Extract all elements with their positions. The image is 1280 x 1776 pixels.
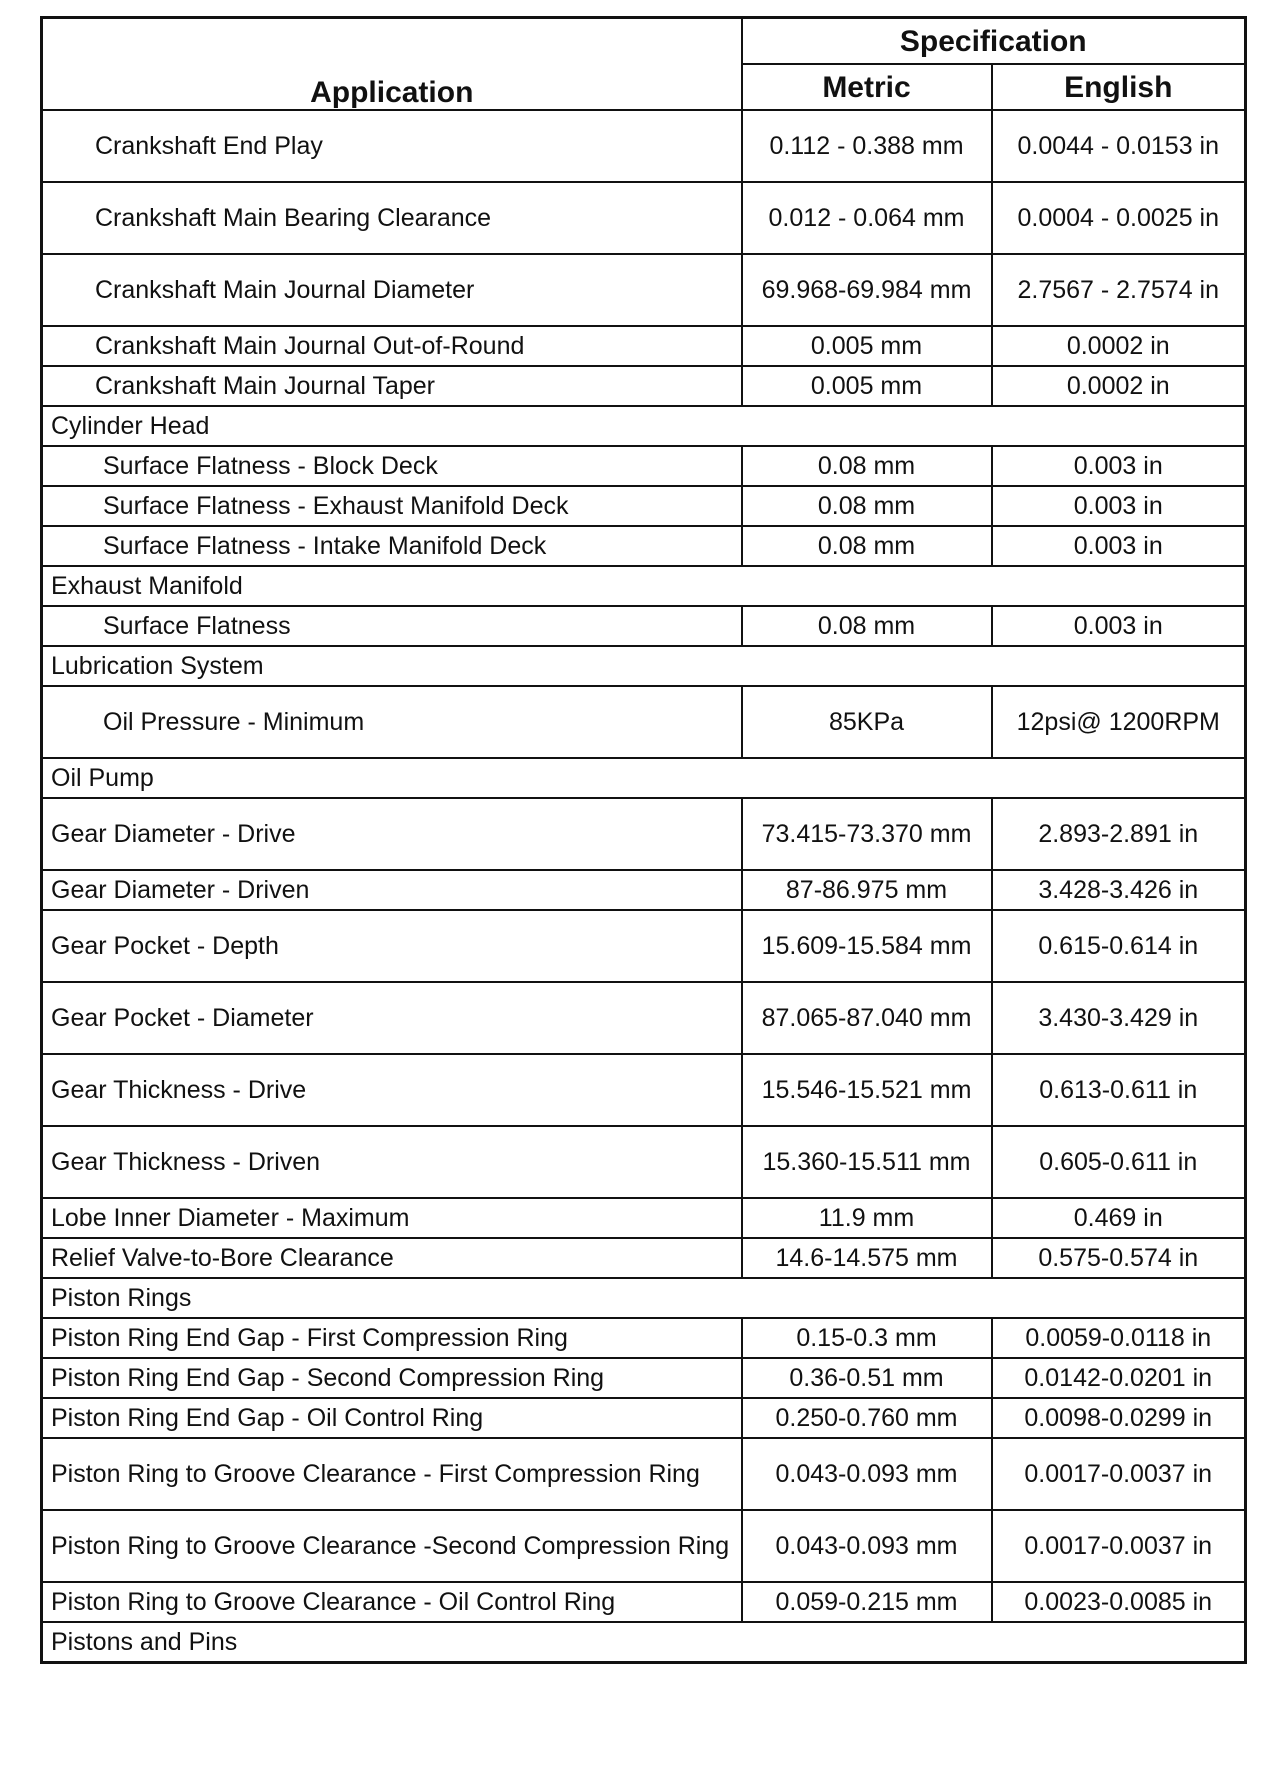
table-header bbox=[42, 18, 1246, 111]
table-row bbox=[42, 446, 1246, 486]
application-cell: Gear Thickness - Driven bbox=[42, 1126, 742, 1198]
application-cell: Surface Flatness bbox=[42, 606, 742, 646]
table-row bbox=[42, 1438, 1246, 1510]
table-row bbox=[42, 110, 1246, 182]
application-cell: Lobe Inner Diameter - Maximum bbox=[42, 1198, 742, 1238]
metric-cell: 14.6-14.575 mm bbox=[742, 1238, 992, 1278]
metric-cell: 85KPa bbox=[742, 686, 992, 758]
table-row bbox=[42, 486, 1246, 526]
table-row bbox=[42, 870, 1246, 910]
table-body bbox=[42, 110, 1246, 1663]
metric-cell: 0.005 mm bbox=[742, 366, 992, 406]
metric-cell: 0.250-0.760 mm bbox=[742, 1398, 992, 1438]
metric-cell: 15.546-15.521 mm bbox=[742, 1054, 992, 1126]
application-cell: Piston Ring to Groove Clearance - First Compression Ring bbox=[42, 1438, 742, 1510]
specification-table bbox=[40, 16, 1247, 1664]
english-cell: 0.0004 - 0.0025 in bbox=[992, 182, 1246, 254]
table-row bbox=[42, 606, 1246, 646]
application-cell: Gear Thickness - Drive bbox=[42, 1054, 742, 1126]
application-cell: Gear Diameter - Driven bbox=[42, 870, 742, 910]
application-cell: Crankshaft Main Bearing Clearance bbox=[42, 182, 742, 254]
metric-column-header: Metric bbox=[742, 64, 992, 110]
english-cell: 0.0023-0.0085 in bbox=[992, 1582, 1246, 1622]
english-cell: 0.0017-0.0037 in bbox=[992, 1438, 1246, 1510]
english-cell: 3.430-3.429 in bbox=[992, 982, 1246, 1054]
metric-cell: 69.968-69.984 mm bbox=[742, 254, 992, 326]
english-cell: 0.003 in bbox=[992, 446, 1246, 486]
metric-cell: 87.065-87.040 mm bbox=[742, 982, 992, 1054]
application-cell: Gear Diameter - Drive bbox=[42, 798, 742, 870]
english-cell: 0.0044 - 0.0153 in bbox=[992, 110, 1246, 182]
english-cell: 0.605-0.611 in bbox=[992, 1126, 1246, 1198]
metric-cell: 0.043-0.093 mm bbox=[742, 1438, 992, 1510]
metric-cell: 87-86.975 mm bbox=[742, 870, 992, 910]
application-cell: Relief Valve-to-Bore Clearance bbox=[42, 1238, 742, 1278]
application-cell: Gear Pocket - Diameter bbox=[42, 982, 742, 1054]
section-label: Oil Pump bbox=[42, 758, 1246, 798]
application-cell: Crankshaft Main Journal Diameter bbox=[42, 254, 742, 326]
english-cell: 2.893-2.891 in bbox=[992, 798, 1246, 870]
application-cell: Crankshaft End Play bbox=[42, 110, 742, 182]
table-row bbox=[42, 1582, 1246, 1622]
table-row bbox=[42, 1318, 1246, 1358]
application-cell: Piston Ring End Gap - Oil Control Ring bbox=[42, 1398, 742, 1438]
metric-cell: 0.059-0.215 mm bbox=[742, 1582, 992, 1622]
english-cell: 0.575-0.574 in bbox=[992, 1238, 1246, 1278]
metric-cell: 0.15-0.3 mm bbox=[742, 1318, 992, 1358]
application-cell: Surface Flatness - Block Deck bbox=[42, 446, 742, 486]
metric-cell: 15.360-15.511 mm bbox=[742, 1126, 992, 1198]
metric-cell: 0.36-0.51 mm bbox=[742, 1358, 992, 1398]
application-cell: Surface Flatness - Exhaust Manifold Deck bbox=[42, 486, 742, 526]
metric-cell: 0.08 mm bbox=[742, 606, 992, 646]
english-cell: 0.003 in bbox=[992, 526, 1246, 566]
specification-column-header: Specification bbox=[742, 18, 1246, 65]
metric-cell: 0.012 - 0.064 mm bbox=[742, 182, 992, 254]
metric-cell: 0.08 mm bbox=[742, 526, 992, 566]
metric-cell: 0.043-0.093 mm bbox=[742, 1510, 992, 1582]
application-cell: Piston Ring End Gap - Second Compression Ring bbox=[42, 1358, 742, 1398]
application-cell: Crankshaft Main Journal Taper bbox=[42, 366, 742, 406]
section-label: Lubrication System bbox=[42, 646, 1246, 686]
english-cell: 0.003 in bbox=[992, 486, 1246, 526]
english-cell: 2.7567 - 2.7574 in bbox=[992, 254, 1246, 326]
english-cell: 0.0002 in bbox=[992, 366, 1246, 406]
table-row bbox=[42, 982, 1246, 1054]
metric-cell: 73.415-73.370 mm bbox=[742, 798, 992, 870]
english-cell: 0.615-0.614 in bbox=[992, 910, 1246, 982]
table-row bbox=[42, 1398, 1246, 1438]
section-row bbox=[42, 566, 1246, 606]
metric-cell: 0.08 mm bbox=[742, 446, 992, 486]
application-cell: Crankshaft Main Journal Out-of-Round bbox=[42, 326, 742, 366]
application-cell: Gear Pocket - Depth bbox=[42, 910, 742, 982]
english-cell: 0.0017-0.0037 in bbox=[992, 1510, 1246, 1582]
metric-cell: 15.609-15.584 mm bbox=[742, 910, 992, 982]
application-cell: Piston Ring to Groove Clearance -Second Compression Ring bbox=[42, 1510, 742, 1582]
english-cell: 12psi@ 1200RPM bbox=[992, 686, 1246, 758]
table-row bbox=[42, 1126, 1246, 1198]
english-cell: 0.0002 in bbox=[992, 326, 1246, 366]
english-column-header: English bbox=[992, 64, 1246, 110]
section-row bbox=[42, 646, 1246, 686]
table-row bbox=[42, 366, 1246, 406]
table-row bbox=[42, 1198, 1246, 1238]
english-cell: 0.0098-0.0299 in bbox=[992, 1398, 1246, 1438]
table-row bbox=[42, 1238, 1246, 1278]
section-row bbox=[42, 1622, 1246, 1663]
metric-cell: 11.9 mm bbox=[742, 1198, 992, 1238]
table-row bbox=[42, 1510, 1246, 1582]
section-label: Exhaust Manifold bbox=[42, 566, 1246, 606]
application-cell: Piston Ring End Gap - First Compression Ring bbox=[42, 1318, 742, 1358]
english-cell: 0.0142-0.0201 in bbox=[992, 1358, 1246, 1398]
table-row bbox=[42, 326, 1246, 366]
section-row bbox=[42, 406, 1246, 446]
application-cell: Oil Pressure - Minimum bbox=[42, 686, 742, 758]
section-label: Piston Rings bbox=[42, 1278, 1246, 1318]
metric-cell: 0.08 mm bbox=[742, 486, 992, 526]
english-cell: 3.428-3.426 in bbox=[992, 870, 1246, 910]
table-row bbox=[42, 910, 1246, 982]
table-row bbox=[42, 798, 1246, 870]
table-row bbox=[42, 254, 1246, 326]
section-label: Cylinder Head bbox=[42, 406, 1246, 446]
english-cell: 0.0059-0.0118 in bbox=[992, 1318, 1246, 1358]
table-row bbox=[42, 686, 1246, 758]
section-row bbox=[42, 758, 1246, 798]
table-row bbox=[42, 182, 1246, 254]
table-row bbox=[42, 526, 1246, 566]
section-row bbox=[42, 1278, 1246, 1318]
metric-cell: 0.005 mm bbox=[742, 326, 992, 366]
english-cell: 0.003 in bbox=[992, 606, 1246, 646]
metric-cell: 0.112 - 0.388 mm bbox=[742, 110, 992, 182]
table-row bbox=[42, 1054, 1246, 1126]
section-label: Pistons and Pins bbox=[42, 1622, 1246, 1663]
table-row bbox=[42, 1358, 1246, 1398]
english-cell: 0.469 in bbox=[992, 1198, 1246, 1238]
application-cell: Piston Ring to Groove Clearance - Oil Control Ring bbox=[42, 1582, 742, 1622]
english-cell: 0.613-0.611 in bbox=[992, 1054, 1246, 1126]
application-column-header: Application bbox=[42, 18, 742, 111]
application-cell: Surface Flatness - Intake Manifold Deck bbox=[42, 526, 742, 566]
